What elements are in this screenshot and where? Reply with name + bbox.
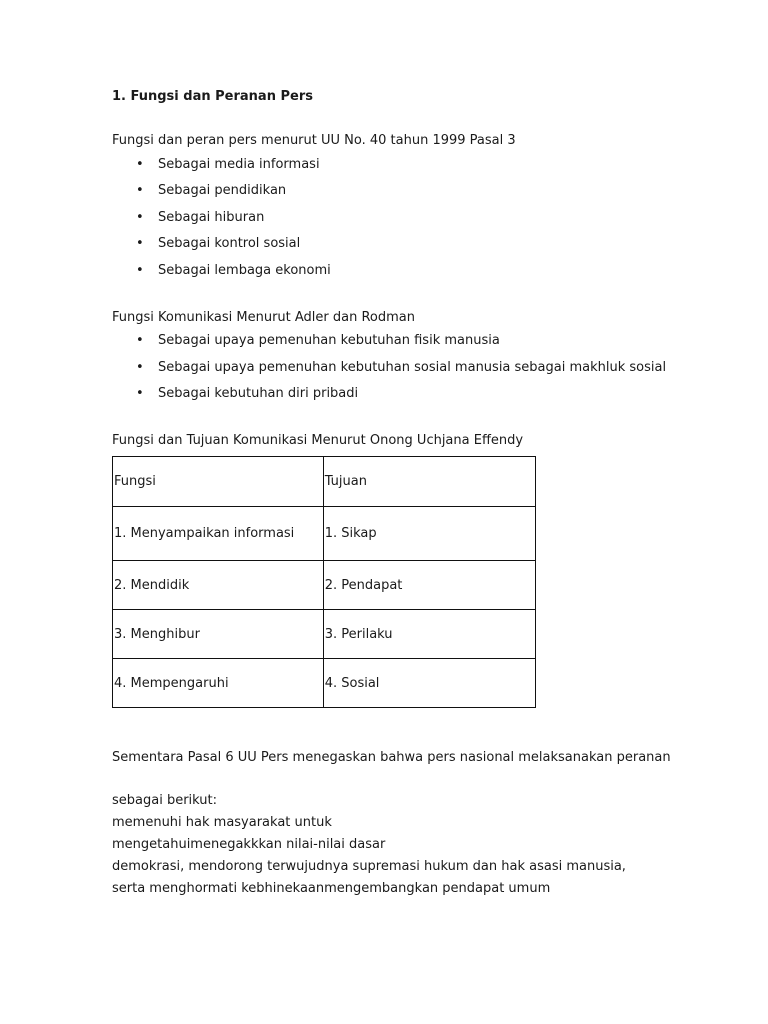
bullet-icon: • [136, 386, 144, 401]
table-cell: 3. Perilaku [323, 610, 535, 659]
list2-item [136, 386, 359, 402]
table-row [113, 507, 536, 561]
table-row [113, 561, 536, 610]
section-heading: 1. Fungsi dan Peranan Pers [112, 89, 313, 104]
list1-item-text: Sebagai lembaga ekonomi [158, 263, 331, 278]
table-header-cell: Fungsi [113, 457, 324, 507]
table-cell: 2. Pendapat [323, 561, 535, 610]
list2-item-text: Sebagai kebutuhan diri pribadi [158, 386, 359, 401]
closing-paragraph-line: memenuhi hak masyarakat untuk [112, 815, 332, 830]
list1-item [136, 263, 331, 279]
list1-item-text: Sebagai media informasi [158, 157, 320, 172]
table-cell: 1. Sikap [323, 507, 535, 561]
list1-item [136, 183, 287, 199]
list1-item [136, 157, 320, 173]
bullet-icon: • [136, 157, 144, 172]
table-cell: 1. Menyampaikan informasi [113, 507, 324, 561]
closing-paragraph-line: Sementara Pasal 6 UU Pers menegaskan bahwa pers nasional melaksanakan peranan [112, 750, 671, 765]
bullet-icon: • [136, 210, 144, 225]
table-header-cell: Tujuan [323, 457, 535, 507]
closing-paragraph-line: serta menghormati kebhinekaanmengembangkan pendapat umum [112, 881, 551, 896]
table-cell: 4. Sosial [323, 659, 535, 708]
list1-item-text: Sebagai pendidikan [158, 183, 287, 198]
list2-item [136, 360, 667, 376]
bullet-icon: • [136, 333, 144, 348]
list1-item-text: Sebagai kontrol sosial [158, 236, 301, 251]
list2-item-text: Sebagai upaya pemenuhan kebutuhan fisik manusia [158, 333, 500, 348]
list2-item [136, 333, 500, 349]
table-row [113, 610, 536, 659]
bullet-icon: • [136, 263, 144, 278]
table-caption: Fungsi dan Tujuan Komunikasi Menurut Onong Uchjana Effendy [112, 433, 524, 448]
list1-item [136, 210, 265, 226]
bullet-icon: • [136, 236, 144, 251]
list1-item-text: Sebagai hiburan [158, 210, 265, 225]
list2-intro: Fungsi Komunikasi Menurut Adler dan Rodman [112, 310, 416, 325]
closing-paragraph-line: sebagai berikut: [112, 793, 218, 808]
table-cell: 3. Menghibur [113, 610, 324, 659]
closing-paragraph-line: demokrasi, mendorong terwujudnya supremasi hukum dan hak asasi manusia, [112, 859, 626, 874]
bullet-icon: • [136, 183, 144, 198]
list2-item-text: Sebagai upaya pemenuhan kebutuhan sosial manusia sebagai makhluk sosial [158, 360, 667, 375]
table-row [113, 659, 536, 708]
list1-item [136, 236, 301, 252]
function-goal-table [112, 456, 536, 708]
table-cell: 2. Mendidik [113, 561, 324, 610]
list1-intro: Fungsi dan peran pers menurut UU No. 40 tahun 1999 Pasal 3 [112, 133, 516, 148]
table-header-row [113, 457, 536, 507]
closing-paragraph-line: mengetahuimenegakkkan nilai-nilai dasar [112, 837, 386, 852]
table-cell: 4. Mempengaruhi [113, 659, 324, 708]
bullet-icon: • [136, 360, 144, 375]
